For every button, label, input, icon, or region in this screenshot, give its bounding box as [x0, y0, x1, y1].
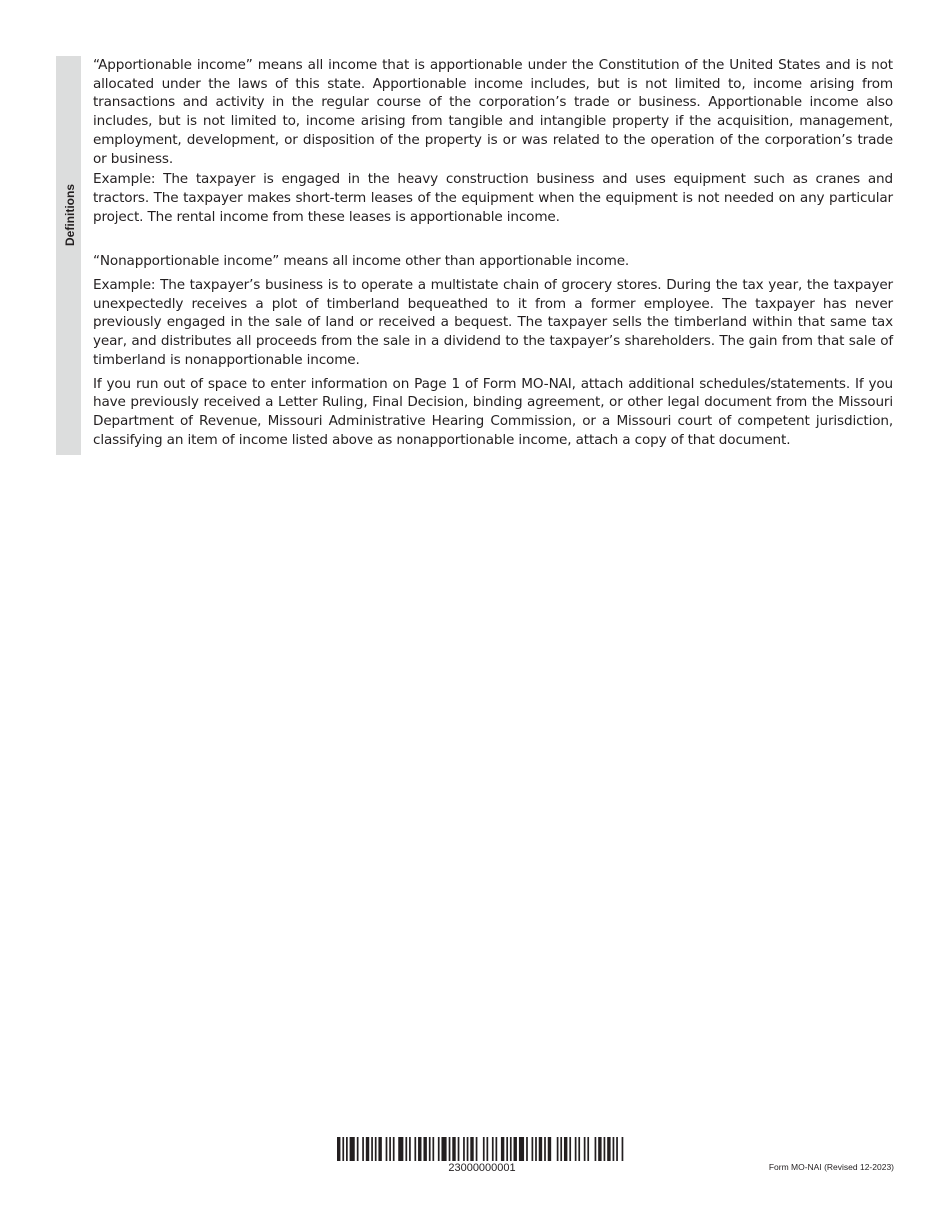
barcode-block [337, 1137, 627, 1175]
nonapportionable-income-example: Example: The taxpayer’s business is to operate a multistate chain of grocery stores. During the tax year, the taxpayer unexpectedly receives a plot of timberland bequeathed to it from a former employee. The taxpayer has never previously engaged in the sale of land or received a bequest. The taxpayer sells the timberland within that same tax year, and distributes all proceeds from the sale in a dividend to the taxpayer’s shareholders. The gain from that sale of timberland is nonapportionable income. [93, 277, 893, 368]
barcode-icon [337, 1137, 627, 1161]
definitions-side-tab [56, 56, 81, 455]
nonapportionable-income-definition: “Nonapportionable income” means all income other than apportionable income. [93, 253, 630, 270]
apportionable-income-example: Example: The taxpayer is engaged in the heavy construction business and uses equipment such as cranes and tractors. The taxpayer makes short-term leases of the equipment when the equipment is not needed on any particular project. The rental income from these leases is apportionable income. [93, 171, 893, 225]
apportionable-income-definition: “Apportionable income” means all income that is apportionable under the Constitution of the United States and is not allocated under the laws of this state. Apportionable income includes, but is not limited to, income arising from transactions and activity in the regular course of the corporation’s trade or business. Apportionable income also includes, but is not limited to, income arising from tangible and intangible property if the acquisition, management, employment, development, or disposition of the property is or was related to the operation of the corporation’s trade or business. [93, 57, 893, 167]
definitions-content [93, 56, 893, 449]
attachment-instructions: If you run out of space to enter information on Page 1 of Form MO-NAI, attach additional schedules/statements. If you have previously received a Letter Ruling, Final Decision, binding agreement, or other legal document from the Missouri Department of Revenue, Missouri Administrative Hearing Commission, or a Missouri court of competent jurisdiction, classifying an item of income listed above as nonapportionable income, attach a copy of that document. [93, 375, 893, 448]
form-revision-id: Form MO-NAI (Revised 12-2023) [768, 1162, 894, 1172]
barcode-number: 23000000001 [448, 1162, 516, 1174]
definitions-tab-label: Definitions [62, 184, 77, 246]
